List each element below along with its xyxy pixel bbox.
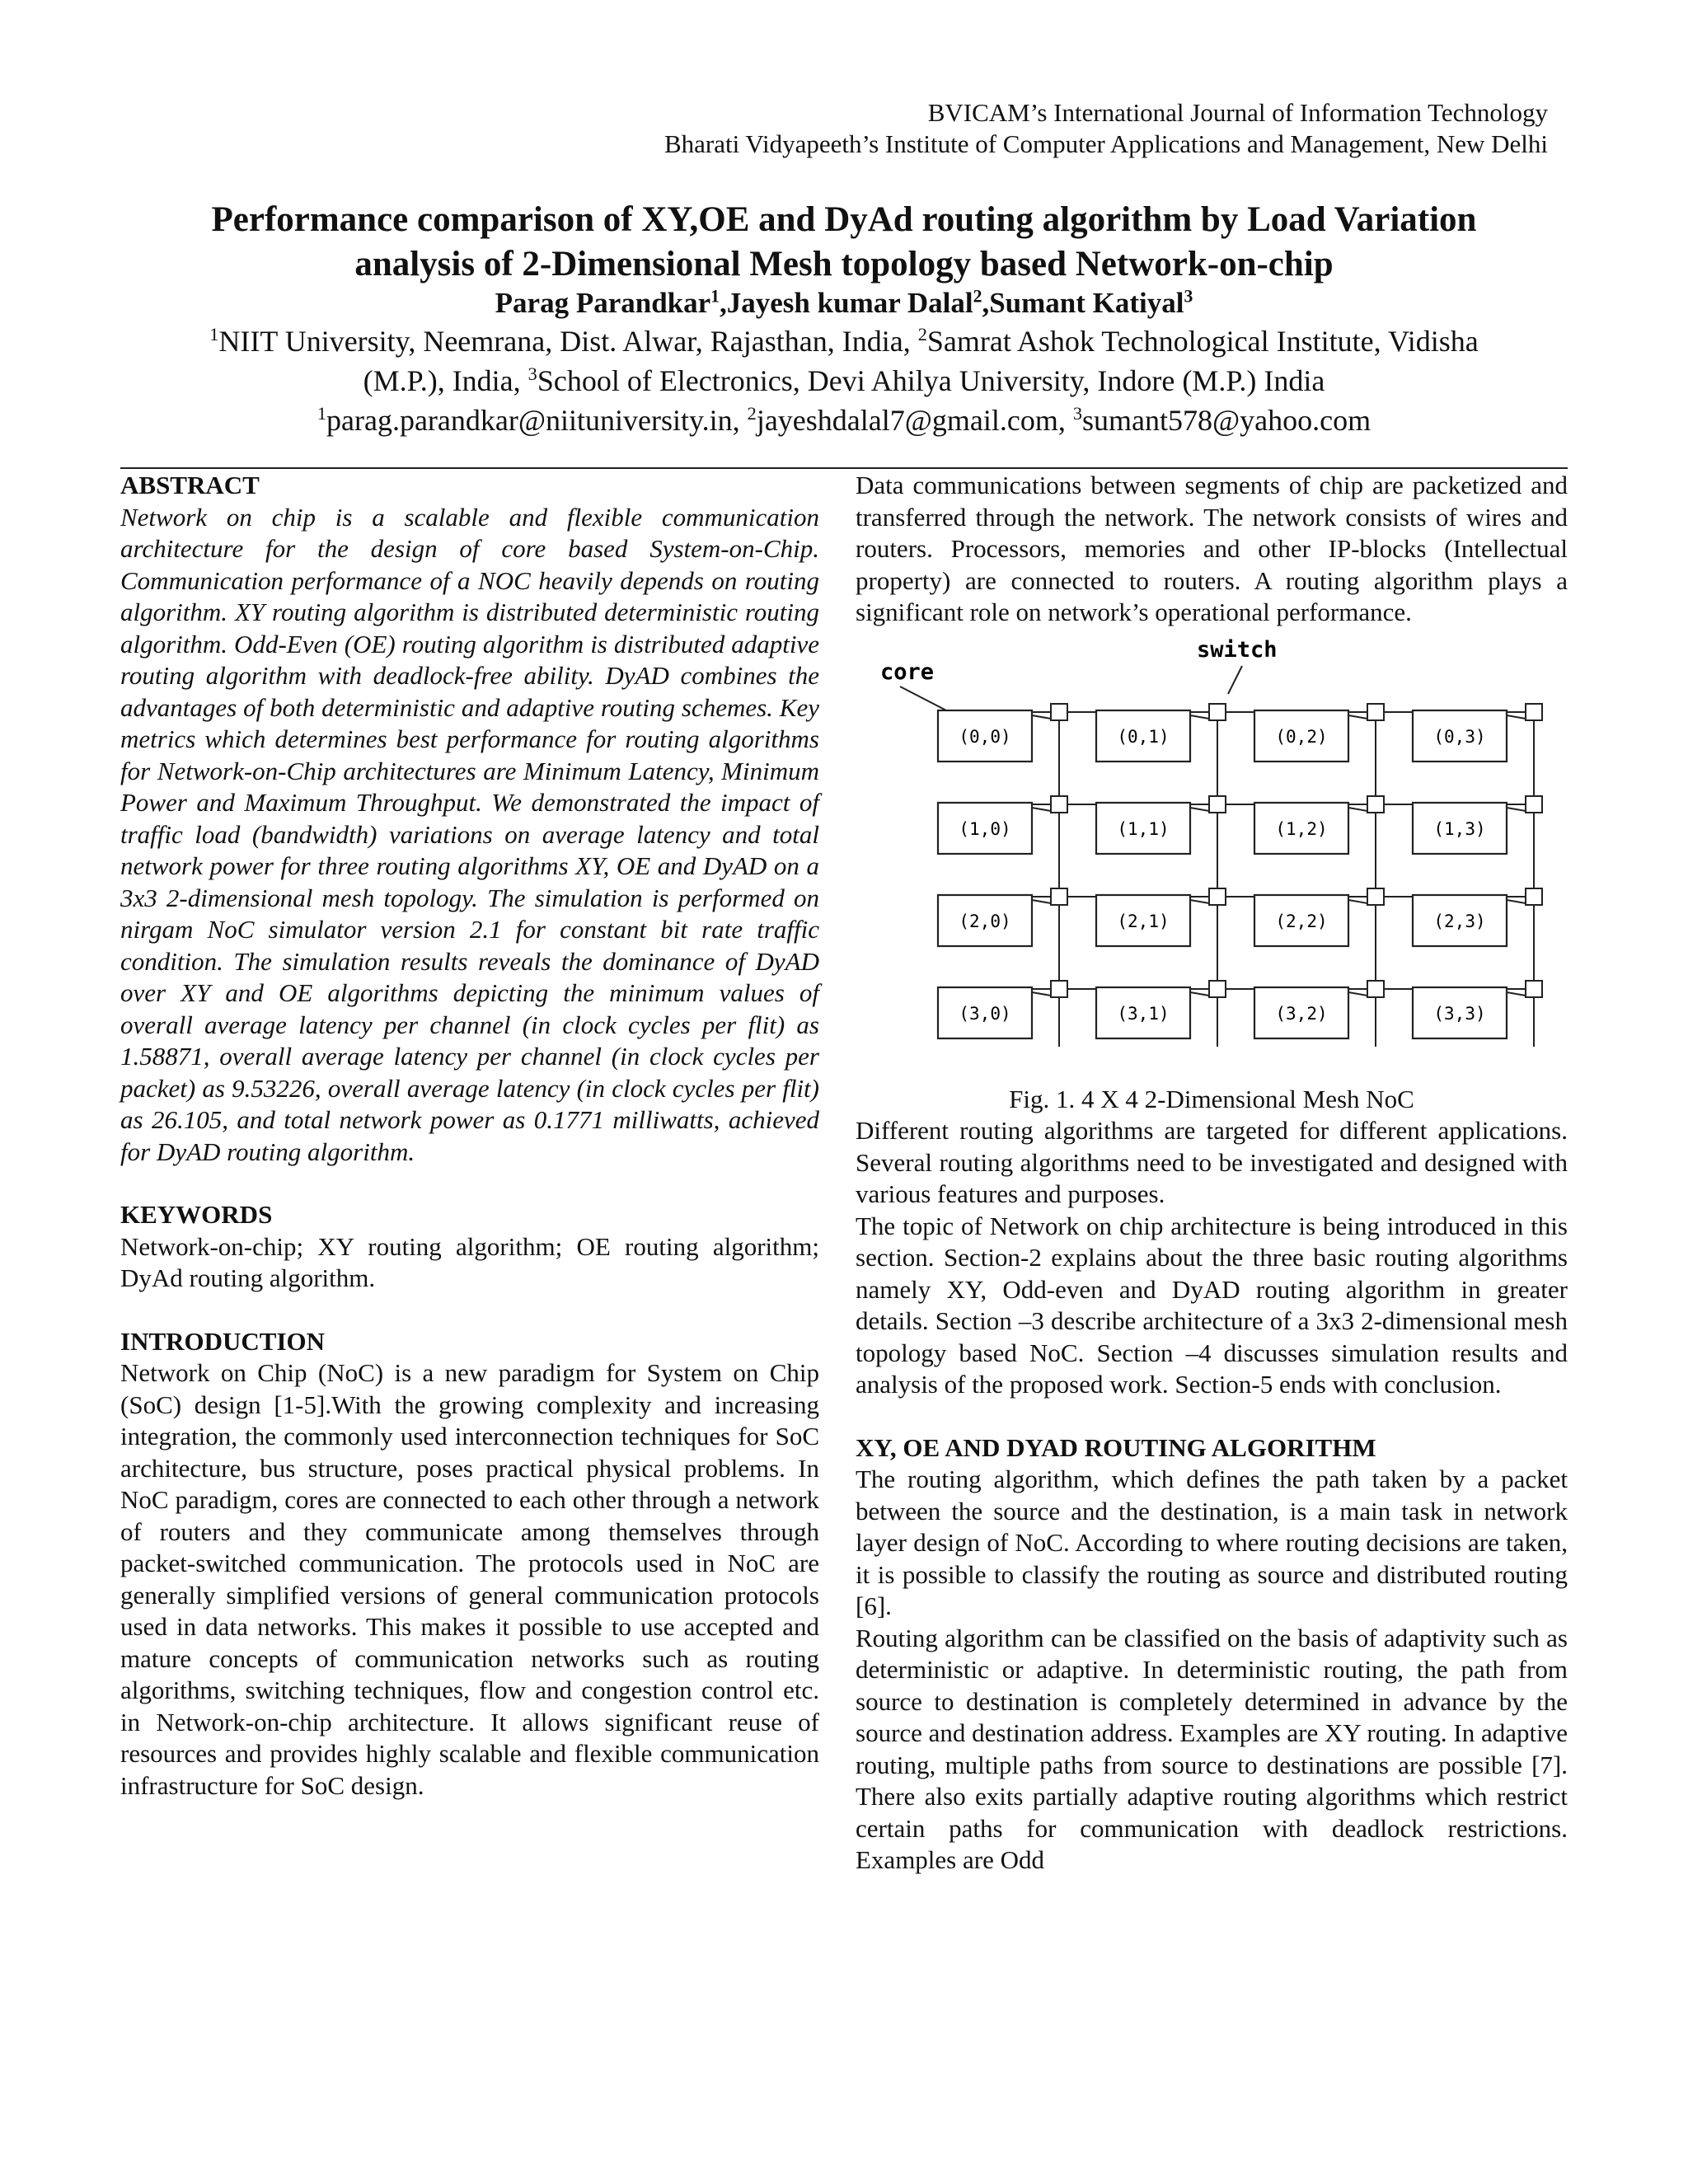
keywords-heading: KEYWORDS <box>120 1200 273 1229</box>
core-switch-link <box>1032 808 1051 811</box>
core-node-label: (2,0) <box>959 911 1011 931</box>
author-sep: , <box>720 287 727 319</box>
switch-node <box>1051 704 1067 720</box>
switch-node <box>1209 981 1226 997</box>
email-link[interactable]: sumant578@yahoo.com <box>1082 404 1372 437</box>
affil-text: School of Electronics, Devi Ahilya University, Indore (M.P.) India <box>537 364 1325 397</box>
author-name: Jayesh kumar Dalal <box>726 287 973 319</box>
paragraph-routing-definition: The routing algorithm, which defines the path taken by a packet between the source and the destination, is a main task in network layer design of NoC. According to where routing decisions are taken, it is possible to classify the routing as source and distributed routing [6]. <box>856 1465 1568 1620</box>
author-name: Sumant Katiyal <box>989 287 1184 319</box>
intro-paragraph: Data communications between segments of chip are packetized and transferred through the network. The network consists of wires and routers. Processors, memories and other IP-blocks (Intellectual property) are connected to routers. A routing algorithm plays a significant role on network’s operational performance. <box>856 471 1568 626</box>
abstract-text: Network on chip is a scalable and flexible communication architecture for the design of core based System-on-Chip. Communication performance of a NOC heavily depends on routing algorithm. XY routing algorithm is distributed deterministic routing algorithm. Odd-Even (OE) routing algorithm is distributed adaptive routing algorithm with deadlock-free ability. DyAD combines the advantages of both deterministic and adaptive routing schemes. Key metrics which determines best performance for routing algorithms for Network-on-Chip architectures are Minimum Latency, Minimum Power and Maximum Throughput. We demonstrated the impact of traffic load (bandwidth) variations on average latency and total network power for three routing algorithms XY, OE and DyAD on a 3x3 2-dimensional mesh topology. The simulation is performed on nirgam NoC simulator version 2.1 for constant bit rate traffic condition. The simulation results reveals the dominance of DyAD over XY and OE algorithms depicting the minimum values of overall average latency per channel (in clock cycles per flit) as 1.58871, overall average latency per channel (in clock cycles per packet) as 9.53226, overall average latency (in clock cycles per flit) as 26.105, and total network power as 0.1771 milliwatts, achieved for DyAD routing algorithm. <box>120 502 819 1166</box>
institute-name: Bharati Vidyapeeth’s Institute of Computer Applications and Management, New Delhi <box>664 129 1548 158</box>
routing-heading: XY, OE AND DYAD ROUTING ALGORITHM <box>856 1432 1376 1462</box>
paragraph-organization: The topic of Network on chip architecture is being introduced in this section. Section-2 explains about the three basic routing algorithms namely XY, Odd-even and DyAD routing algorithm in greater details. Section –3 describe architecture of a 3x3 2-dimensional mesh topology based NoC. Section –4 discusses simulation results and analysis of the proposed work. Section-5 ends with conclusion. <box>856 1211 1568 1399</box>
core-switch-link <box>1507 900 1526 903</box>
core-switch-link <box>1348 992 1367 996</box>
affil-text: NIIT University, Neemrana, Dist. Alwar, Rajasthan, India, <box>218 325 918 358</box>
switch-node <box>1051 796 1067 813</box>
switch-node <box>1051 888 1067 905</box>
header-divider <box>120 467 1568 469</box>
author-sep: , <box>982 287 990 319</box>
figure-caption: Fig. 1. 4 X 4 2-Dimensional Mesh NoC <box>1009 1084 1414 1113</box>
paragraph-applications: Different routing algorithms are targeted for different applications. Several routing algorithms need to be investigated and designed with various features and purposes. <box>856 1116 1568 1208</box>
title-line-1: Performance comparison of XY,OE and DyAd routing algorithm by Load Variation <box>211 200 1477 239</box>
switch-node <box>1209 796 1226 813</box>
paragraph-routing-classification: Routing algorithm can be classified on the basis of adaptivity such as deterministic or adaptive. In deterministic routing, the path from source to destination is completely determined in advance by the source and destination address. Examples are XY routing. In adaptive routing, multiple paths from source to destinations are possible [7]. There also exits partially adaptive routing algorithms which restrict certain paths for communication with deadlock restrictions. Examples are Odd <box>856 1623 1568 1874</box>
affil-sup: 1 <box>209 324 219 344</box>
author-sup: 3 <box>1184 286 1193 307</box>
switch-node <box>1367 796 1384 813</box>
core-node-label: (3,2) <box>1275 1003 1328 1024</box>
affiliation-line-1 <box>82 321 1606 361</box>
switch-node <box>1367 704 1384 720</box>
title-line-2: analysis of 2-Dimensional Mesh topology based Network-on-chip <box>354 245 1334 284</box>
core-label: core <box>880 658 935 685</box>
core-node-label: (3,1) <box>1117 1003 1170 1024</box>
core-node-label: (0,2) <box>1275 726 1328 747</box>
core-pointer <box>900 687 946 710</box>
core-switch-link <box>1190 992 1209 996</box>
email-sup: 2 <box>747 403 757 424</box>
core-node-label: (2,1) <box>1117 911 1170 931</box>
affil-text: Samrat Ashok Technological Institute, Vidisha <box>926 325 1479 358</box>
core-switch-link <box>1507 808 1526 811</box>
journal-name: BVICAM’s International Journal of Information Technology <box>927 98 1548 127</box>
right-column <box>856 470 1568 1877</box>
core-switch-link <box>1348 715 1367 719</box>
author-sup: 2 <box>973 286 982 307</box>
email-sup: 1 <box>316 403 326 424</box>
core-node-label: (1,3) <box>1433 818 1486 839</box>
switch-label: switch <box>1197 636 1278 663</box>
affiliations <box>82 321 1606 440</box>
core-switch-link <box>1190 900 1209 903</box>
core-switch-link <box>1507 715 1526 719</box>
introduction-heading: INTRODUCTION <box>120 1326 326 1356</box>
core-node-label: (1,0) <box>959 818 1011 839</box>
core-node-label: (2,3) <box>1433 911 1486 931</box>
switch-node <box>1367 888 1384 905</box>
affil-text: (M.P.), India, <box>363 364 528 397</box>
mesh-diagram <box>856 632 1568 1084</box>
email-link[interactable]: parag.parandkar@niituniversity.in, <box>326 404 748 437</box>
switch-node <box>1526 981 1542 997</box>
core-switch-link <box>1190 715 1209 719</box>
author-name: Parag Parandkar <box>495 287 711 319</box>
core-switch-link <box>1190 808 1209 811</box>
author-sup: 1 <box>710 286 720 307</box>
core-node-label: (2,2) <box>1275 911 1328 931</box>
switch-pointer <box>1228 666 1242 694</box>
core-node-label: (0,1) <box>1117 726 1170 747</box>
core-switch-link <box>1348 900 1367 903</box>
email-link[interactable]: jayeshdalal7@gmail.com, <box>756 404 1073 437</box>
switch-node <box>1209 704 1226 720</box>
switch-node <box>1051 981 1067 997</box>
keywords-text: Network-on-chip; XY routing algorithm; OE routing algorithm; DyAd routing algorithm. <box>120 1231 819 1292</box>
core-switch-link <box>1032 715 1051 719</box>
core-node-label: (0,0) <box>959 726 1011 747</box>
switch-node <box>1526 796 1542 813</box>
author-list <box>99 285 1589 321</box>
switch-node <box>1367 981 1384 997</box>
introduction-text: Network on Chip (NoC) is a new paradigm for System on Chip (SoC) design [1-5].With the growing complexity and increasing integration, the commonly used interconnection techniques for SoC architecture, bus structure, poses practical physical problems. In NoC paradigm, cores are connected to each other through a network of routers and they communicate among themselves through packet-switched communication. The protocols used in NoC are generally simplified versions of general communication protocols used in data networks. This makes it possible to use accepted and mature concepts of communication networks such as routing algorithms, switching techniques, flow and congestion control etc. in Network-on-chip architecture. It allows significant reuse of resources and provides highly scalable and flexible communication infrastructure for SoC design. <box>120 1358 819 1800</box>
core-node-label: (1,1) <box>1117 818 1170 839</box>
core-switch-link <box>1032 992 1051 996</box>
journal-header <box>664 97 1548 160</box>
email-line <box>82 401 1606 440</box>
core-node-label: (3,0) <box>959 1003 1011 1024</box>
core-switch-link <box>1507 992 1526 996</box>
core-node-label: (0,3) <box>1433 726 1486 747</box>
affil-sup: 2 <box>917 324 927 344</box>
affiliation-line-2 <box>82 361 1606 401</box>
mesh-noc-figure <box>856 632 1568 1084</box>
left-column <box>120 470 819 1802</box>
core-switch-link <box>1348 808 1367 811</box>
switch-node <box>1209 888 1226 905</box>
core-node-label: (1,2) <box>1275 818 1328 839</box>
abstract-heading: ABSTRACT <box>120 471 260 499</box>
paper-title <box>99 198 1589 287</box>
core-node-label: (3,3) <box>1433 1003 1486 1024</box>
switch-node <box>1526 704 1542 720</box>
affil-sup: 3 <box>528 363 537 384</box>
switch-node <box>1526 888 1542 905</box>
email-sup: 3 <box>1072 403 1083 424</box>
core-switch-link <box>1032 900 1051 903</box>
